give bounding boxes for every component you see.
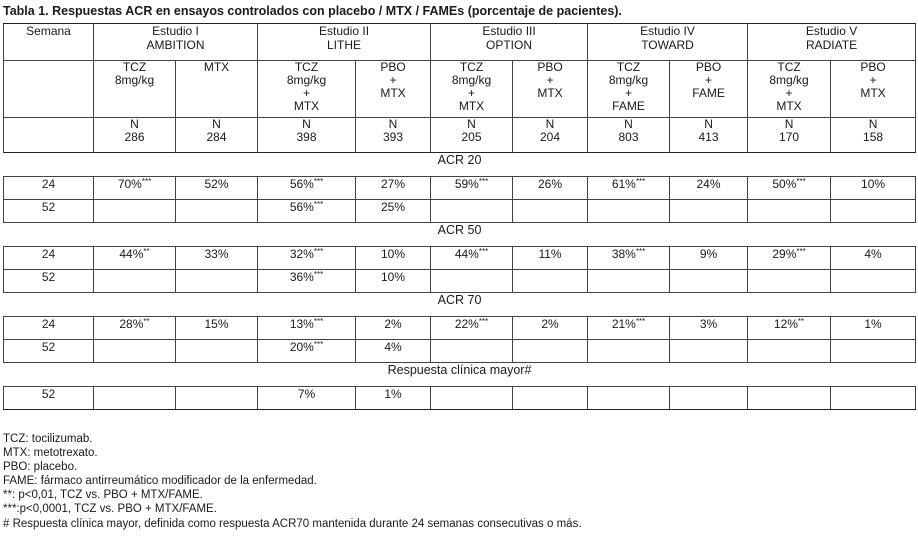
value-text: 52% xyxy=(204,177,229,191)
section-title: ACR 20 xyxy=(4,153,916,177)
value-cell xyxy=(748,270,831,293)
n-header: N 170 xyxy=(748,118,831,153)
value-cell xyxy=(431,270,513,293)
value-text: 1% xyxy=(864,317,882,331)
significance-marker: *** xyxy=(141,177,152,186)
value-cell xyxy=(831,247,916,270)
section-header-row xyxy=(4,153,916,177)
value-text: 2% xyxy=(541,317,559,331)
section-header-row xyxy=(4,363,916,387)
value-cell xyxy=(94,317,176,340)
n-header: N 284 xyxy=(176,118,258,153)
week-cell: 52 xyxy=(4,387,94,410)
value-cell xyxy=(176,340,258,363)
table-row xyxy=(4,340,916,363)
n-header-row xyxy=(4,118,916,153)
significance-marker: *** xyxy=(313,247,324,256)
value-cell xyxy=(670,247,748,270)
value-cell xyxy=(513,340,588,363)
value-cell xyxy=(670,340,748,363)
table-row xyxy=(4,177,916,200)
value-cell xyxy=(431,177,513,200)
value-cell xyxy=(431,387,513,410)
significance-marker: *** xyxy=(478,317,489,326)
arm-header: TCZ 8mg/kg + FAME xyxy=(588,61,670,118)
value-text: 33% xyxy=(204,247,229,261)
value-cell xyxy=(513,317,588,340)
value-text: 2% xyxy=(384,317,402,331)
section-title: ACR 50 xyxy=(4,223,916,247)
study-header-2: Estudio II LITHE xyxy=(258,24,431,61)
significance-marker: ** xyxy=(143,247,150,256)
arm-header: PBO + MTX xyxy=(513,61,588,118)
significance-marker: ** xyxy=(143,317,150,326)
value-cell xyxy=(258,340,356,363)
value-cell xyxy=(670,200,748,223)
value-cell xyxy=(94,387,176,410)
value-text: 29% xyxy=(772,247,797,261)
table-title: Tabla 1. Respuestas ACR en ensayos controlados con placebo / MTX / FAMEs (porcentaje de pacientes). xyxy=(3,4,622,18)
value-cell xyxy=(176,200,258,223)
value-cell xyxy=(176,177,258,200)
n-header: N 158 xyxy=(831,118,916,153)
value-text: 12% xyxy=(773,317,798,331)
value-cell xyxy=(94,340,176,363)
table-row xyxy=(4,247,916,270)
value-text: 27% xyxy=(381,177,406,191)
section-header-row xyxy=(4,223,916,247)
value-cell xyxy=(356,177,431,200)
acr-response-table xyxy=(3,23,916,410)
value-cell xyxy=(588,247,670,270)
value-text: 56% xyxy=(289,200,314,214)
value-cell xyxy=(588,387,670,410)
value-text: 59% xyxy=(454,177,479,191)
significance-marker: *** xyxy=(635,177,646,186)
significance-marker: *** xyxy=(313,340,324,349)
value-text: 25% xyxy=(381,200,406,214)
value-text: 36% xyxy=(289,270,314,284)
value-text: 61% xyxy=(611,177,636,191)
significance-marker: *** xyxy=(313,317,324,326)
significance-marker: *** xyxy=(796,247,806,256)
value-cell xyxy=(94,200,176,223)
value-cell xyxy=(831,340,916,363)
value-cell xyxy=(748,317,831,340)
n-header: N 205 xyxy=(431,118,513,153)
n-header: N 398 xyxy=(258,118,356,153)
value-text: 38% xyxy=(611,247,636,261)
value-text: 24% xyxy=(696,177,721,191)
n-header: N 286 xyxy=(94,118,176,153)
value-cell xyxy=(513,387,588,410)
significance-marker: *** xyxy=(313,270,324,279)
value-cell xyxy=(831,270,916,293)
section-title: ACR 70 xyxy=(4,293,916,317)
value-text: 13% xyxy=(289,317,314,331)
value-cell xyxy=(431,340,513,363)
n-header: N 204 xyxy=(513,118,588,153)
value-text: 20% xyxy=(289,340,314,354)
value-text: 32% xyxy=(289,247,314,261)
significance-marker: *** xyxy=(313,200,324,209)
value-text: 9% xyxy=(699,247,718,261)
value-text: 10% xyxy=(381,247,406,261)
significance-marker: *** xyxy=(313,177,324,186)
value-cell xyxy=(94,270,176,293)
week-cell: 52 xyxy=(4,270,94,293)
value-cell xyxy=(513,247,588,270)
arm-header: PBO + MTX xyxy=(356,61,431,118)
value-text: 1% xyxy=(384,387,402,401)
value-cell xyxy=(431,247,513,270)
value-text: 22% xyxy=(454,317,479,331)
section-header-row xyxy=(4,293,916,317)
study-header-5: Estudio V RADIATE xyxy=(748,24,916,61)
value-cell xyxy=(588,177,670,200)
value-cell xyxy=(258,317,356,340)
value-cell xyxy=(356,270,431,293)
value-cell xyxy=(588,270,670,293)
study-header-4: Estudio IV TOWARD xyxy=(588,24,748,61)
week-cell: 52 xyxy=(4,340,94,363)
arm-header: TCZ 8mg/kg xyxy=(94,61,176,118)
arm-header: TCZ 8mg/kg + MTX xyxy=(431,61,513,118)
value-cell xyxy=(258,200,356,223)
value-cell xyxy=(94,247,176,270)
week-cell: 24 xyxy=(4,177,94,200)
arm-header: MTX xyxy=(176,61,258,118)
value-cell xyxy=(831,387,916,410)
value-cell xyxy=(356,387,431,410)
value-cell xyxy=(748,247,831,270)
value-text: 11% xyxy=(538,247,562,261)
value-cell xyxy=(176,317,258,340)
semana-header: Semana xyxy=(4,24,94,61)
footnote-line: MTX: metotrexato. xyxy=(3,447,98,460)
significance-marker: *** xyxy=(796,177,806,186)
value-cell xyxy=(748,387,831,410)
value-cell xyxy=(176,387,258,410)
footnote-line: **: p<0,01, TCZ vs. PBO + MTX/FAME. xyxy=(3,489,203,502)
value-cell xyxy=(356,340,431,363)
value-cell xyxy=(513,177,588,200)
arm-header: TCZ 8mg/kg + MTX xyxy=(748,61,831,118)
value-text: 50% xyxy=(772,177,797,191)
semana-spacer xyxy=(4,118,94,153)
value-cell xyxy=(670,177,748,200)
study-header-row xyxy=(4,24,916,61)
arm-header: PBO + MTX xyxy=(831,61,916,118)
arm-header: PBO + FAME xyxy=(670,61,748,118)
value-cell xyxy=(831,177,916,200)
value-cell xyxy=(588,340,670,363)
value-cell xyxy=(94,177,176,200)
value-cell xyxy=(258,387,356,410)
value-cell xyxy=(748,177,831,200)
week-cell: 24 xyxy=(4,317,94,340)
table-row xyxy=(4,200,916,223)
value-text: 15% xyxy=(204,317,229,331)
value-cell xyxy=(513,200,588,223)
value-cell xyxy=(670,317,748,340)
value-cell xyxy=(176,247,258,270)
footnote-line: FAME: fármaco antirreumático modificador de la enfermedad. xyxy=(3,475,317,488)
value-cell xyxy=(670,270,748,293)
value-cell xyxy=(258,247,356,270)
significance-marker: *** xyxy=(635,247,646,256)
value-cell xyxy=(431,200,513,223)
value-text: 28% xyxy=(119,317,144,331)
week-cell: 24 xyxy=(4,247,94,270)
value-text: 21% xyxy=(611,317,636,331)
value-text: 56% xyxy=(289,177,314,191)
value-text: 4% xyxy=(864,247,882,261)
n-header: N 413 xyxy=(670,118,748,153)
value-text: 4% xyxy=(384,340,402,354)
value-cell xyxy=(748,200,831,223)
table-row xyxy=(4,270,916,293)
significance-marker: *** xyxy=(478,177,489,186)
value-cell xyxy=(176,270,258,293)
study-header-3: Estudio III OPTION xyxy=(431,24,588,61)
value-text: 44% xyxy=(119,247,144,261)
footnote-line: TCZ: tocilizumab. xyxy=(3,433,93,445)
section-title: Respuesta clínica mayor# xyxy=(4,363,916,387)
significance-marker: *** xyxy=(478,247,489,256)
week-cell: 52 xyxy=(4,200,94,223)
value-text: 3% xyxy=(699,317,718,331)
value-text: 44% xyxy=(454,247,479,261)
significance-marker: *** xyxy=(635,317,646,326)
value-cell xyxy=(356,200,431,223)
value-cell xyxy=(258,177,356,200)
arm-header-row xyxy=(4,61,916,118)
table-row xyxy=(4,387,916,410)
n-header: N 393 xyxy=(356,118,431,153)
value-text: 26% xyxy=(538,177,563,191)
footnote-line: # Respuesta clínica mayor, definida como respuesta ACR70 mantenida durante 24 semanas consecutivas o más. xyxy=(3,517,582,530)
value-text: 10% xyxy=(381,270,406,284)
value-cell xyxy=(831,200,916,223)
value-cell xyxy=(670,387,748,410)
n-header: N 803 xyxy=(588,118,670,153)
value-cell xyxy=(831,317,916,340)
value-cell xyxy=(588,200,670,223)
arm-header: TCZ 8mg/kg + MTX xyxy=(258,61,356,118)
study-header-1: Estudio I AMBITION xyxy=(94,24,258,61)
table-row xyxy=(4,317,916,340)
significance-marker: ** xyxy=(797,317,805,326)
value-cell xyxy=(356,317,431,340)
footnotes xyxy=(3,432,582,531)
value-text: 10% xyxy=(861,177,886,191)
footnote-line: PBO: placebo. xyxy=(3,461,78,474)
value-cell xyxy=(356,247,431,270)
value-text: 70% xyxy=(117,177,142,191)
value-cell xyxy=(748,340,831,363)
value-cell xyxy=(588,317,670,340)
value-cell xyxy=(258,270,356,293)
value-text: 7% xyxy=(297,387,316,401)
value-cell xyxy=(513,270,588,293)
footnote-line: ***:p<0,0001, TCZ vs. PBO + MTX/FAME. xyxy=(3,503,217,516)
semana-spacer xyxy=(4,61,94,118)
value-cell xyxy=(431,317,513,340)
